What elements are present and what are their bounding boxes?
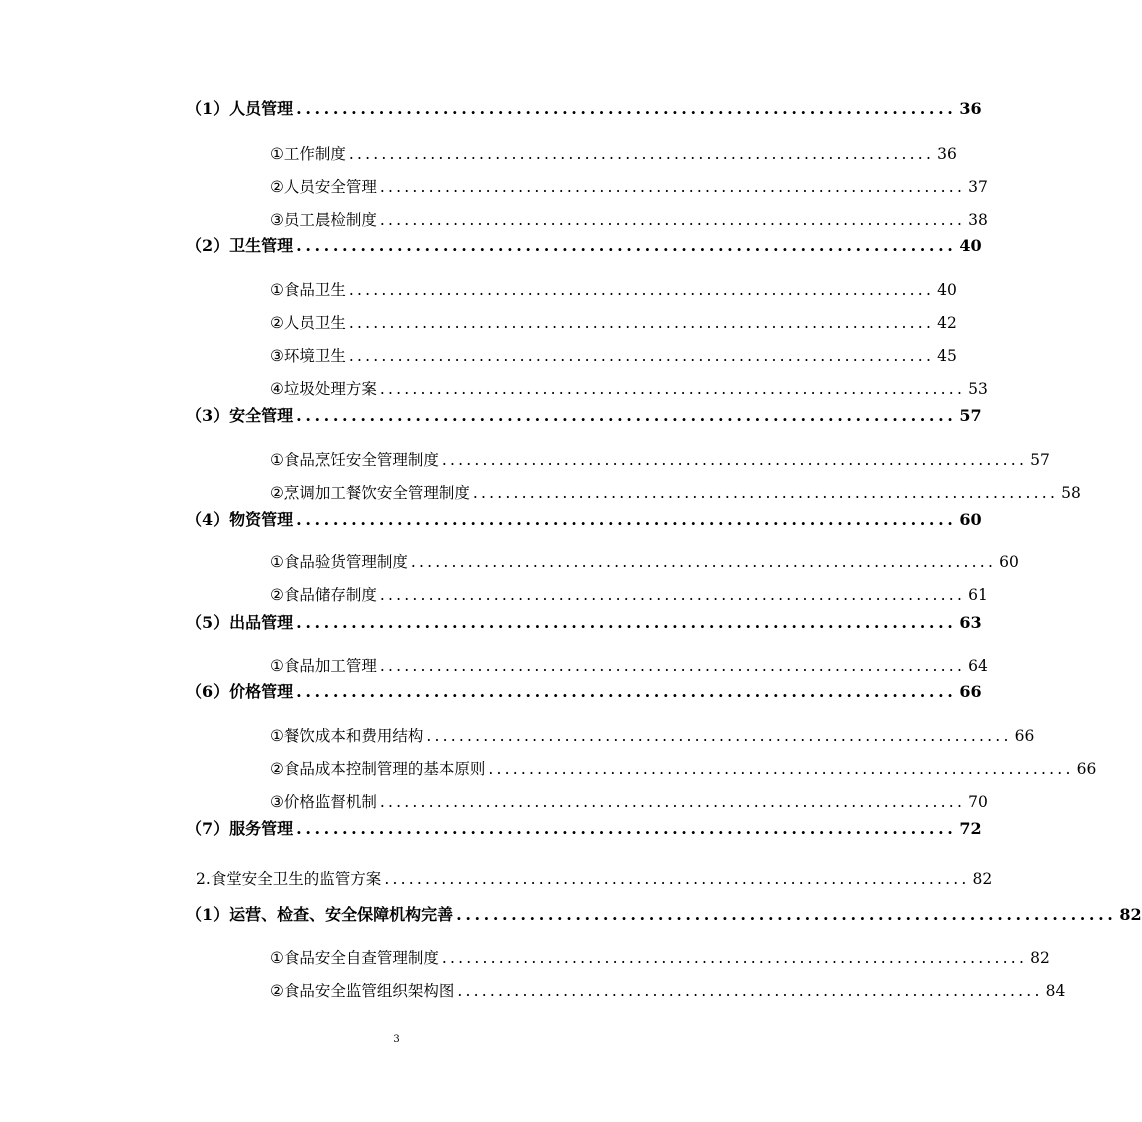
entry-number: ① [270,553,284,571]
entry-page: 84 [1045,982,1066,1000]
dot-leader: ........................................................................ [379,380,966,398]
entry-page: 61 [968,586,988,604]
dot-leader: ........................................................................ [426,727,1012,745]
entry-number: （2） [186,236,230,255]
dot-leader: ........................................................................ [379,657,966,675]
toc-entry[interactable] [270,654,988,676]
entry-title: 价格监督机制 [283,793,377,811]
entry-title: 餐饮成本和费用结构 [283,727,424,745]
entry-number: （6） [186,682,230,701]
entry-title: 卫生管理 [229,236,294,255]
entry-number: ② [270,586,284,604]
entry-number: ① [270,949,284,967]
entry-page: 45 [937,347,957,365]
toc-entry[interactable] [270,724,1035,746]
dot-leader: ........................................................................ [441,451,1028,469]
toc-entry[interactable] [186,403,982,426]
entry-page: 66 [1076,760,1097,778]
entry-page: 53 [968,380,988,398]
entry-number: ③ [270,211,284,229]
entry-number: （3） [186,406,230,425]
dot-leader: ........................................................................ [441,949,1028,967]
entry-page: 63 [959,613,982,632]
entry-number: （1） [186,99,230,118]
entry-number: ① [270,451,284,469]
toc-entry[interactable] [270,142,957,164]
entry-number: ③ [270,347,284,365]
entry-page: 40 [959,236,982,255]
toc-entry[interactable] [186,679,982,702]
entry-page: 58 [1061,484,1081,502]
toc-entry[interactable] [270,344,957,366]
entry-title: 服务管理 [229,819,294,838]
toc-entry[interactable] [186,507,982,530]
dot-leader: ........................................................................ [456,905,1117,924]
dot-leader: ........................................................................ [348,145,935,163]
entry-page: 82 [1119,905,1142,924]
entry-page: 38 [968,211,988,229]
toc-entry[interactable] [196,867,993,889]
entry-number: ② [270,178,284,196]
entry-page: 60 [959,510,982,529]
dot-leader: ........................................................................ [348,347,935,365]
toc-entry[interactable] [270,208,988,230]
dot-leader: ........................................................................ [296,99,957,118]
entry-number: ② [270,484,284,502]
dot-leader: ........................................................................ [296,819,957,838]
entry-page: 42 [937,314,957,332]
toc-entry[interactable] [186,816,982,839]
entry-title: 食堂安全卫生的监管方案 [210,870,382,888]
entry-number: ① [270,145,284,163]
dot-leader: ........................................................................ [379,793,966,811]
entry-number: ② [270,760,284,778]
dot-leader: ........................................................................ [296,406,957,425]
entry-number: （1） [186,905,230,924]
entry-page: 60 [999,553,1019,571]
toc-entry[interactable] [186,233,982,256]
entry-page: 37 [968,178,988,196]
entry-title: 运营、检查、安全保障机构完善 [229,905,454,924]
entry-title: 安全管理 [229,406,294,425]
toc-entry[interactable] [270,175,988,197]
dot-leader: ........................................................................ [296,613,957,632]
entry-page: 40 [937,281,957,299]
entry-page: 64 [968,657,988,675]
toc-entry[interactable] [270,377,988,399]
entry-page: 82 [972,870,993,888]
dot-leader: ........................................................................ [472,484,1059,502]
dot-leader: ........................................................................ [379,586,966,604]
dot-leader: ........................................................................ [348,314,935,332]
dot-leader: ........................................................................ [410,553,997,571]
entry-number: （7） [186,819,230,838]
toc-entry[interactable] [270,946,1050,968]
entry-title: 食品成本控制管理的基本原则 [283,760,486,778]
entry-number: （5） [186,613,230,632]
entry-title: 食品加工管理 [283,657,377,675]
entry-page: 57 [959,406,982,425]
entry-number: ① [270,281,284,299]
entry-number: ③ [270,793,284,811]
toc-entry[interactable] [270,278,957,300]
entry-title: 人员安全管理 [283,178,377,196]
toc-entry[interactable] [270,550,1019,572]
entry-title: 物资管理 [229,510,294,529]
toc-entry[interactable] [270,979,1066,1001]
entry-page: 70 [968,793,988,811]
dot-leader: ........................................................................ [296,682,957,701]
toc-entry[interactable] [270,583,988,605]
toc-entry[interactable] [270,790,988,812]
page-number: 3 [393,1034,400,1045]
toc-entry[interactable] [270,311,957,333]
dot-leader: ........................................................................ [488,760,1074,778]
entry-page: 57 [1030,451,1050,469]
entry-number: ④ [270,380,284,398]
entry-title: 环境卫生 [283,347,346,365]
dot-leader: ........................................................................ [457,982,1043,1000]
entry-title: 员工晨检制度 [283,211,377,229]
entry-page: 36 [937,145,957,163]
toc-entry[interactable] [186,902,1142,925]
entry-title: 出品管理 [229,613,294,632]
entry-title: 食品验货管理制度 [283,553,408,571]
entry-number: ② [270,982,284,1000]
entry-title: 人员卫生 [283,314,346,332]
toc-entry[interactable] [186,610,982,633]
dot-leader: ........................................................................ [379,211,966,229]
entry-page: 36 [959,99,982,118]
entry-number: 2. [196,870,211,888]
entry-page: 66 [959,682,982,701]
entry-title: 工作制度 [283,145,346,163]
entry-page: 82 [1030,949,1050,967]
entry-title: 食品安全监管组织架构图 [283,982,455,1000]
dot-leader: ........................................................................ [379,178,966,196]
toc-entry[interactable] [270,757,1097,779]
entry-page: 66 [1014,727,1035,745]
dot-leader: ........................................................................ [348,281,935,299]
entry-number: （4） [186,510,230,529]
toc-entry[interactable] [270,448,1050,470]
entry-number: ① [270,657,284,675]
entry-title: 烹调加工餐饮安全管理制度 [283,484,470,502]
entry-number: ① [270,727,284,745]
entry-title: 食品安全自查管理制度 [283,949,439,967]
entry-title: 食品储存制度 [283,586,377,604]
entry-title: 人员管理 [229,99,294,118]
dot-leader: ........................................................................ [296,236,957,255]
entry-number: ② [270,314,284,332]
entry-title: 食品烹饪安全管理制度 [283,451,439,469]
entry-title: 食品卫生 [283,281,346,299]
dot-leader: ........................................................................ [296,510,957,529]
dot-leader: ........................................................................ [384,870,970,888]
entry-page: 72 [959,819,982,838]
entry-title: 垃圾处理方案 [283,380,377,398]
toc-entry[interactable] [186,96,982,119]
toc-entry[interactable] [270,481,1081,503]
entry-title: 价格管理 [229,682,294,701]
